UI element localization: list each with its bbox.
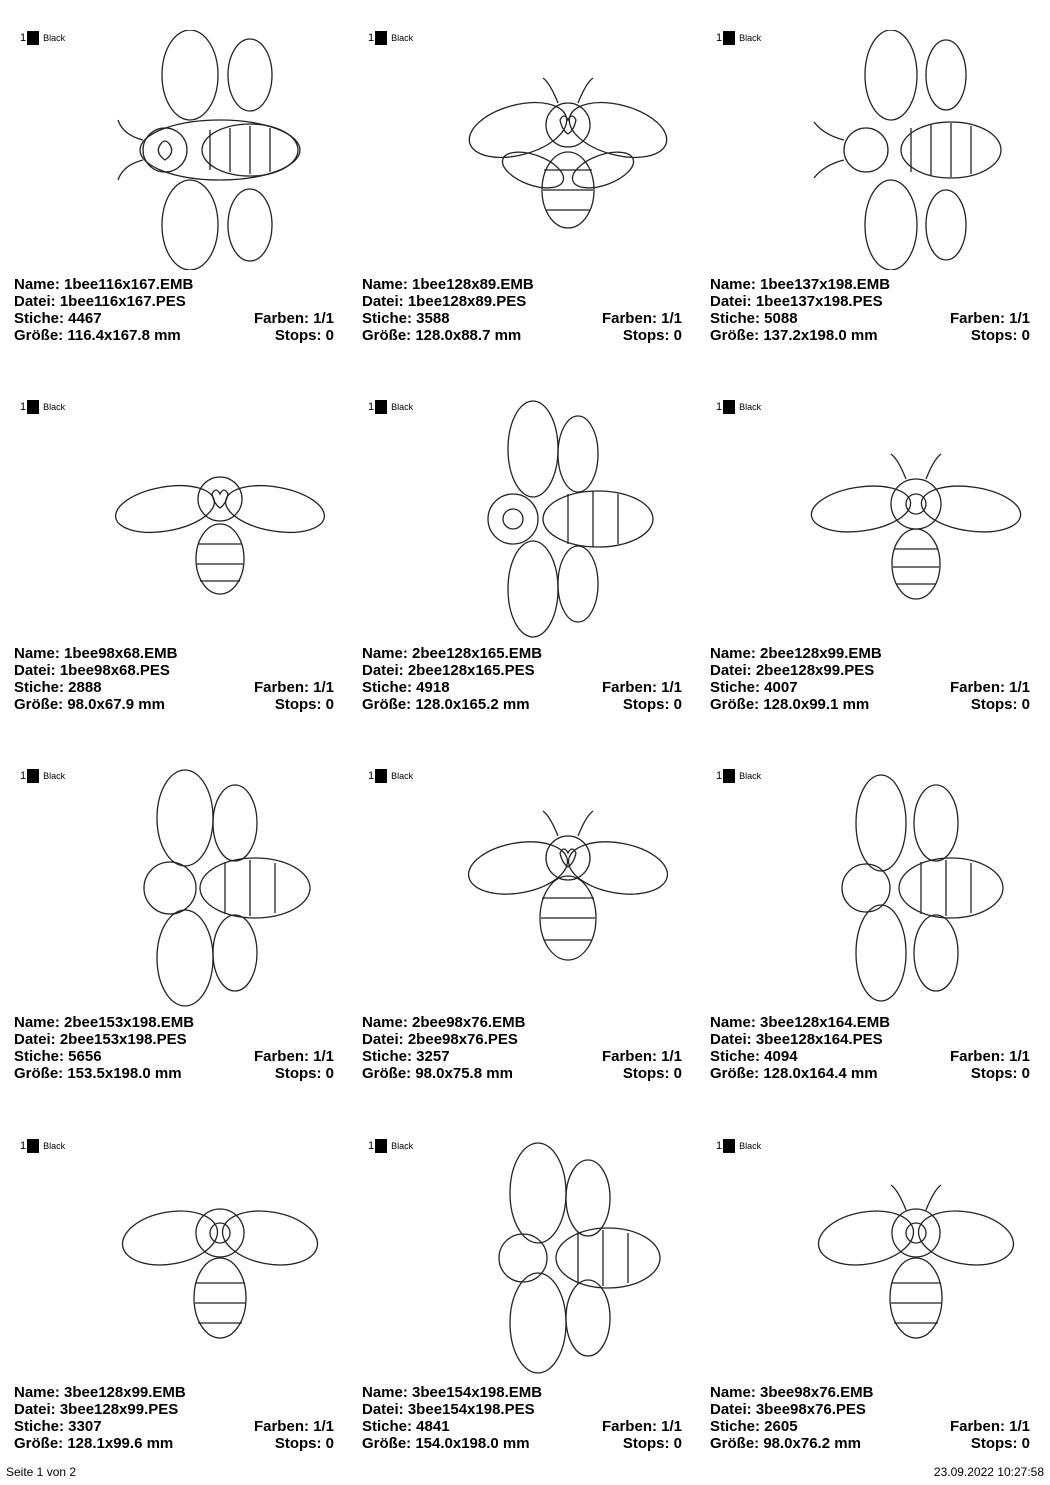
stop-count: Stops: 0 <box>274 1065 334 1082</box>
color-swatch <box>368 1139 413 1153</box>
design-card <box>696 1108 1036 1477</box>
design-size: Größe: 128.0x164.4 mm <box>710 1065 878 1082</box>
design-size: Größe: 154.0x198.0 mm <box>362 1435 530 1452</box>
color-count: Farben: 1/1 <box>253 310 334 327</box>
color-count: Farben: 1/1 <box>949 1048 1030 1065</box>
stitch-count: Stiche: 3307 <box>14 1418 102 1435</box>
stop-count: Stops: 0 <box>622 1435 682 1452</box>
design-file: Datei: 2bee128x165.PES <box>362 662 535 679</box>
design-card <box>348 1108 688 1477</box>
design-name: Name: 2bee98x76.EMB <box>362 1014 526 1031</box>
design-size: Größe: 153.5x198.0 mm <box>14 1065 182 1082</box>
design-name: Name: 3bee154x198.EMB <box>362 1384 543 1401</box>
bee-horizontal-design-preview <box>448 30 688 270</box>
swatch-color-name: Black <box>739 402 762 412</box>
design-file: Datei: 3bee98x76.PES <box>710 1401 866 1418</box>
swatch-index: 1 <box>716 770 723 782</box>
color-swatch <box>20 31 65 45</box>
design-card <box>0 369 340 738</box>
design-card <box>696 0 1036 369</box>
swatch-color-box <box>723 31 735 45</box>
design-size: Größe: 98.0x76.2 mm <box>710 1435 861 1452</box>
design-name: Name: 1bee137x198.EMB <box>710 276 891 293</box>
stitch-count: Stiche: 4094 <box>710 1048 798 1065</box>
bee-horizontal-design-preview <box>448 768 688 1008</box>
design-card <box>348 369 688 738</box>
color-swatch <box>716 1139 761 1153</box>
stitch-count: Stiche: 4841 <box>362 1418 450 1435</box>
design-size: Größe: 128.0x165.2 mm <box>362 696 530 713</box>
swatch-color-box <box>375 1139 387 1153</box>
swatch-index: 1 <box>20 32 27 44</box>
bee-vertical-design-preview <box>448 1138 688 1378</box>
stitch-count: Stiche: 4918 <box>362 679 450 696</box>
swatch-color-name: Black <box>43 1141 66 1151</box>
design-size: Größe: 116.4x167.8 mm <box>14 327 181 344</box>
swatch-index: 1 <box>368 401 375 413</box>
stop-count: Stops: 0 <box>622 1065 682 1082</box>
swatch-color-name: Black <box>739 33 762 43</box>
design-info <box>710 1384 1030 1452</box>
design-info <box>710 1014 1030 1082</box>
design-size: Größe: 128.0x99.1 mm <box>710 696 870 713</box>
swatch-index: 1 <box>716 1140 723 1152</box>
swatch-color-box <box>723 400 735 414</box>
design-file: Datei: 2bee98x76.PES <box>362 1031 518 1048</box>
stop-count: Stops: 0 <box>970 1435 1030 1452</box>
swatch-color-name: Black <box>43 402 66 412</box>
bee-horizontal-design-preview <box>100 1138 340 1378</box>
swatch-index: 1 <box>368 1140 375 1152</box>
color-count: Farben: 1/1 <box>601 1048 682 1065</box>
swatch-color-box <box>375 31 387 45</box>
design-info <box>362 645 682 713</box>
design-card <box>348 738 688 1107</box>
color-count: Farben: 1/1 <box>949 1418 1030 1435</box>
design-name: Name: 3bee128x99.EMB <box>14 1384 186 1401</box>
swatch-color-box <box>723 1139 735 1153</box>
color-swatch <box>368 400 413 414</box>
design-card <box>0 0 340 369</box>
design-card <box>696 738 1036 1107</box>
stitch-count: Stiche: 4007 <box>710 679 798 696</box>
stitch-count: Stiche: 2605 <box>710 1418 798 1435</box>
bee-horizontal-design-preview <box>796 1138 1036 1378</box>
swatch-color-box <box>27 1139 39 1153</box>
design-file: Datei: 1bee128x89.PES <box>362 293 527 310</box>
swatch-index: 1 <box>368 770 375 782</box>
design-file: Datei: 1bee137x198.PES <box>710 293 883 310</box>
stitch-count: Stiche: 2888 <box>14 679 102 696</box>
stop-count: Stops: 0 <box>274 327 334 344</box>
bee-horizontal-design-preview <box>100 399 340 639</box>
design-card <box>348 0 688 369</box>
swatch-color-name: Black <box>43 771 66 781</box>
design-size: Größe: 98.0x75.8 mm <box>362 1065 513 1082</box>
color-count: Farben: 1/1 <box>601 679 682 696</box>
stitch-count: Stiche: 5656 <box>14 1048 102 1065</box>
design-size: Größe: 137.2x198.0 mm <box>710 327 878 344</box>
color-count: Farben: 1/1 <box>949 310 1030 327</box>
swatch-index: 1 <box>20 770 27 782</box>
stop-count: Stops: 0 <box>970 327 1030 344</box>
color-swatch <box>368 31 413 45</box>
design-name: Name: 2bee153x198.EMB <box>14 1014 195 1031</box>
color-swatch <box>20 400 65 414</box>
swatch-index: 1 <box>716 32 723 44</box>
bee-vertical-design-preview <box>100 768 340 1008</box>
design-info <box>362 1014 682 1082</box>
design-file: Datei: 1bee116x167.PES <box>14 293 186 310</box>
swatch-color-name: Black <box>391 771 414 781</box>
swatch-color-box <box>723 769 735 783</box>
design-file: Datei: 2bee128x99.PES <box>710 662 875 679</box>
swatch-color-box <box>375 400 387 414</box>
swatch-color-box <box>375 769 387 783</box>
design-name: Name: 1bee128x89.EMB <box>362 276 534 293</box>
design-info <box>14 645 334 713</box>
design-name: Name: 3bee98x76.EMB <box>710 1384 874 1401</box>
stitch-count: Stiche: 3588 <box>362 310 450 327</box>
design-size: Größe: 98.0x67.9 mm <box>14 696 165 713</box>
color-count: Farben: 1/1 <box>949 679 1030 696</box>
swatch-color-name: Black <box>391 33 414 43</box>
design-name: Name: 1bee98x68.EMB <box>14 645 178 662</box>
design-size: Größe: 128.0x88.7 mm <box>362 327 522 344</box>
color-count: Farben: 1/1 <box>601 310 682 327</box>
swatch-color-name: Black <box>739 771 762 781</box>
design-info <box>362 276 682 344</box>
swatch-index: 1 <box>716 401 723 413</box>
swatch-color-box <box>27 769 39 783</box>
swatch-color-box <box>27 400 39 414</box>
swatch-color-name: Black <box>391 1141 414 1151</box>
design-info <box>710 276 1030 344</box>
design-name: Name: 3bee128x164.EMB <box>710 1014 891 1031</box>
swatch-color-name: Black <box>739 1141 762 1151</box>
swatch-color-name: Black <box>43 33 66 43</box>
stop-count: Stops: 0 <box>970 1065 1030 1082</box>
design-info <box>14 1384 334 1452</box>
color-count: Farben: 1/1 <box>601 1418 682 1435</box>
color-count: Farben: 1/1 <box>253 679 334 696</box>
design-file: Datei: 2bee153x198.PES <box>14 1031 187 1048</box>
page-number: Seite 1 von 2 <box>6 1465 77 1479</box>
swatch-index: 1 <box>20 1140 27 1152</box>
swatch-index: 1 <box>20 401 27 413</box>
stitch-count: Stiche: 5088 <box>710 310 798 327</box>
design-info <box>14 1014 334 1082</box>
swatch-index: 1 <box>368 32 375 44</box>
design-card <box>0 738 340 1107</box>
color-swatch <box>716 769 761 783</box>
design-name: Name: 2bee128x99.EMB <box>710 645 882 662</box>
design-card <box>696 369 1036 738</box>
color-swatch <box>368 769 413 783</box>
design-info <box>14 276 334 344</box>
design-file: Datei: 1bee98x68.PES <box>14 662 170 679</box>
stop-count: Stops: 0 <box>274 696 334 713</box>
design-file: Datei: 3bee154x198.PES <box>362 1401 535 1418</box>
stitch-count: Stiche: 4467 <box>14 310 102 327</box>
design-info <box>362 1384 682 1452</box>
bee-vertical-design-preview <box>448 399 688 639</box>
design-name: Name: 1bee116x167.EMB <box>14 276 194 293</box>
bee-vertical-design-preview <box>100 30 340 270</box>
stop-count: Stops: 0 <box>970 696 1030 713</box>
bee-vertical-design-preview <box>796 768 1036 1008</box>
design-info <box>710 645 1030 713</box>
stop-count: Stops: 0 <box>622 327 682 344</box>
bee-vertical-design-preview <box>796 30 1036 270</box>
stitch-count: Stiche: 3257 <box>362 1048 450 1065</box>
stop-count: Stops: 0 <box>274 1435 334 1452</box>
stop-count: Stops: 0 <box>622 696 682 713</box>
swatch-color-name: Black <box>391 402 414 412</box>
design-card <box>0 1108 340 1477</box>
design-file: Datei: 3bee128x99.PES <box>14 1401 179 1418</box>
design-size: Größe: 128.1x99.6 mm <box>14 1435 174 1452</box>
design-name: Name: 2bee128x165.EMB <box>362 645 543 662</box>
design-file: Datei: 3bee128x164.PES <box>710 1031 883 1048</box>
color-count: Farben: 1/1 <box>253 1048 334 1065</box>
color-swatch <box>716 400 761 414</box>
color-swatch <box>20 769 65 783</box>
color-swatch <box>20 1139 65 1153</box>
bee-horizontal-design-preview <box>796 399 1036 639</box>
print-datetime: 23.09.2022 10:27:58 <box>933 1465 1044 1479</box>
page-footer <box>0 1465 1050 1481</box>
color-swatch <box>716 31 761 45</box>
swatch-color-box <box>27 31 39 45</box>
color-count: Farben: 1/1 <box>253 1418 334 1435</box>
